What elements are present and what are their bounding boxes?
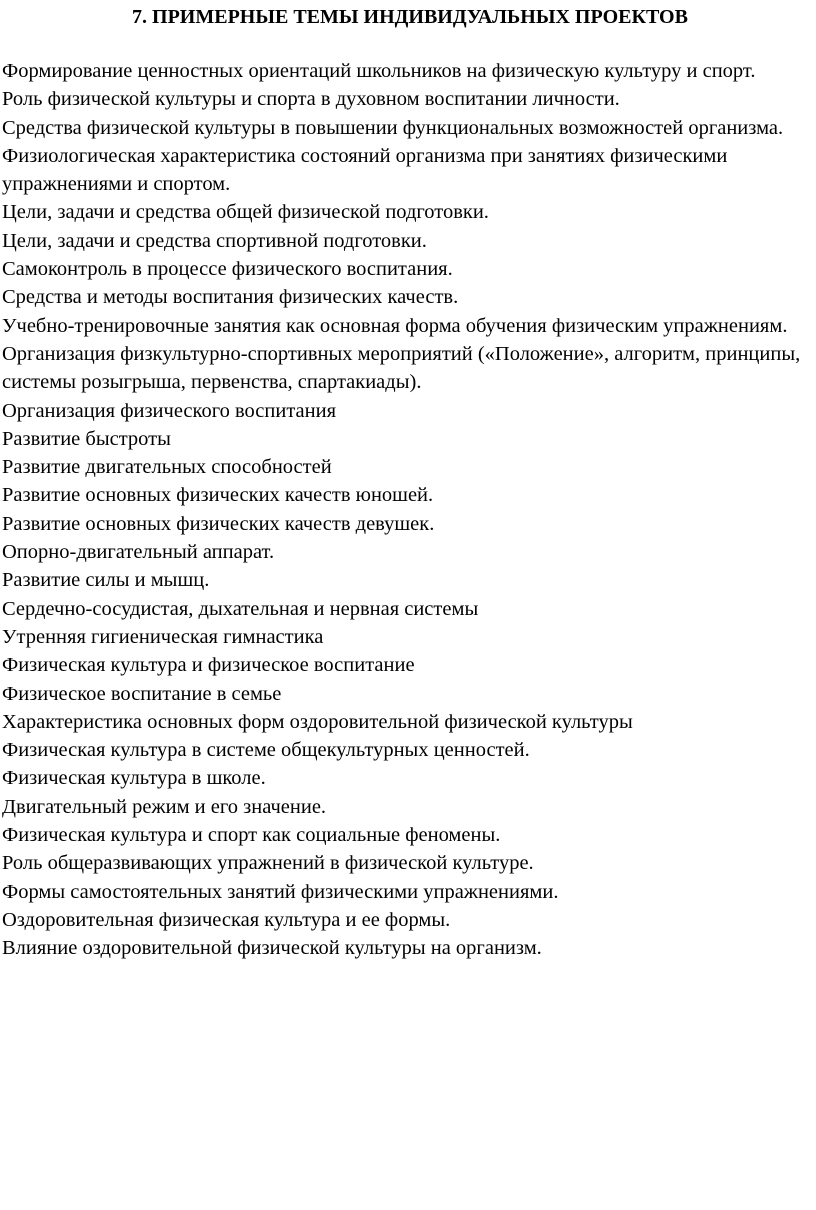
- topic-item: Развитие быстроты: [2, 427, 171, 450]
- topic-item: Физическая культура в школе.: [2, 767, 266, 790]
- topic-item: Цели, задачи и средства спортивной подготовки.: [2, 229, 427, 252]
- topic-item: Влияние оздоровительной физической культуры на организм.: [2, 937, 542, 960]
- topic-item: Средства и методы воспитания физических качеств.: [2, 286, 459, 309]
- section-title: 7. ПРИМЕРНЫЕ ТЕМЫ ИНДИВИДУАЛЬНЫХ ПРОЕКТОВ: [132, 6, 688, 28]
- topic-item: Организация физкультурно-спортивных мероприятий («Положение», алгоритм, принципы, системы розыгрыша, первенства, спартакиады).: [2, 342, 801, 394]
- topic-item: Развитие основных физических качеств девушек.: [2, 512, 435, 535]
- topic-item: Физиологическая характеристика состояний организма при занятиях физическими упражнениями и спортом.: [2, 144, 728, 196]
- topic-item: Средства физической культуры в повышении функциональных возможностей организма.: [2, 116, 784, 139]
- topic-item: Организация физического воспитания: [2, 399, 336, 422]
- topic-item: Характеристика основных форм оздоровительной физической культуры: [2, 710, 633, 733]
- topic-item: Физическое воспитание в семье: [2, 682, 282, 705]
- topic-item: Физическая культура в системе общекультурных ценностей.: [2, 739, 530, 762]
- topic-item: Развитие двигательных способностей: [2, 456, 332, 479]
- topic-item: Оздоровительная физическая культура и ее формы.: [2, 908, 451, 931]
- topic-item: Развитие силы и мышц.: [2, 569, 210, 592]
- topic-item: Двигательный режим и его значение.: [2, 795, 327, 818]
- topic-item: Цели, задачи и средства общей физической подготовки.: [2, 201, 489, 224]
- topic-item: Самоконтроль в процессе физического воспитания.: [2, 258, 453, 281]
- topic-list: [2, 57, 814, 963]
- topic-item: Формы самостоятельных занятий физическими упражнениями.: [2, 880, 559, 903]
- topic-item: Развитие основных физических качеств юношей.: [2, 484, 434, 507]
- topic-item: Физическая культура и физическое воспитание: [2, 654, 415, 677]
- topic-item: Роль физической культуры и спорта в духовном воспитании личности.: [2, 88, 620, 111]
- topic-item: Утренняя гигиеническая гимнастика: [2, 625, 324, 648]
- topic-item: Формирование ценностных ориентаций школьников на физическую культуру и спорт.: [2, 60, 756, 82]
- topic-item: Роль общеразвивающих упражнений в физической культуре.: [2, 852, 534, 875]
- topic-item: Учебно-тренировочные занятия как основная форма обучения физическим упражнениям.: [2, 314, 788, 337]
- topic-item: Физическая культура и спорт как социальные феномены.: [2, 824, 501, 847]
- topic-item: Опорно-двигательный аппарат.: [2, 541, 275, 564]
- topic-item: Сердечно-сосудистая, дыхательная и нервная системы: [2, 597, 479, 620]
